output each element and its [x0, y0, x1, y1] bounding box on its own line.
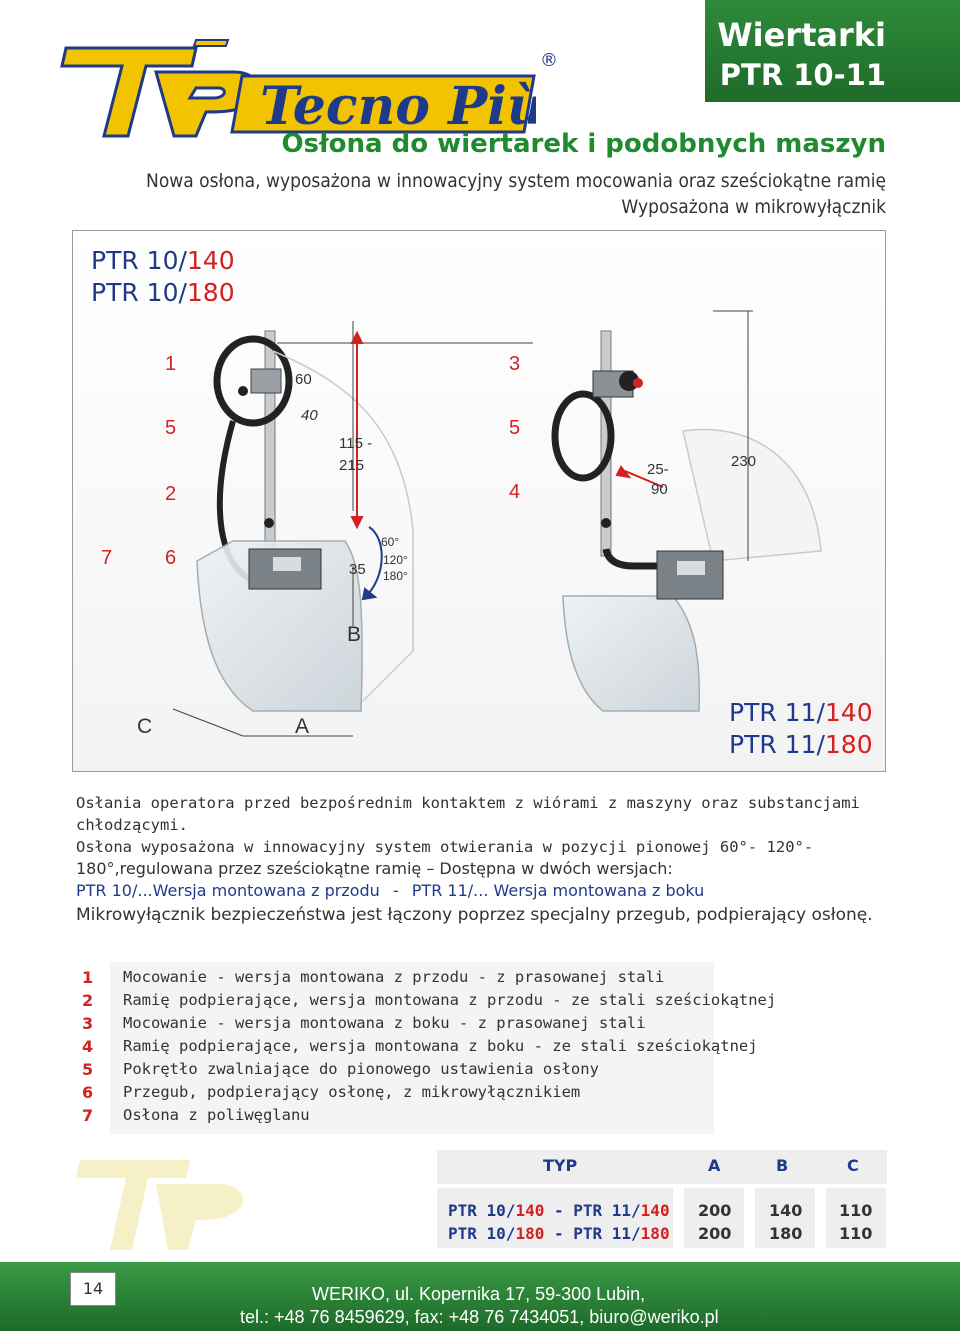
- intro-line-2: Wyposażona w mikrowyłącznik: [621, 196, 886, 218]
- callout-3: 3: [509, 353, 521, 375]
- table-row-2-c: 110: [839, 1224, 873, 1243]
- product-figure: [72, 230, 886, 772]
- model-label-front-140: PTR 10/140: [91, 246, 235, 275]
- desc-paragraph-1b: chłodzącymi.: [76, 816, 188, 834]
- desc-versions: [76, 880, 704, 902]
- table-row-2-b: 180: [769, 1224, 803, 1243]
- header-model: PTR 10-11: [719, 58, 886, 92]
- model-label-side-140: PTR 11/140: [729, 698, 873, 727]
- dim-label-C: C: [137, 715, 153, 738]
- callout-6: 6: [165, 547, 177, 569]
- dim-25: 25-: [647, 461, 669, 478]
- tecnopiu-logo: [46, 36, 536, 140]
- table-row-2-model: PTR 10/180 - PTR 11/180: [448, 1224, 670, 1243]
- side-guard-illustration: [555, 331, 821, 711]
- desc-paragraph-1a: Osłania operatora przed bezpośrednim kontaktem z wiórami z maszyny oraz substancjami: [76, 794, 860, 812]
- red-arrows: [352, 333, 663, 527]
- th-a: A: [708, 1156, 721, 1175]
- angle-180: 180°: [383, 569, 408, 583]
- callout-5-side: 5: [509, 417, 521, 439]
- callout-7: 7: [101, 547, 113, 569]
- intro-line-1: Nowa osłona, wyposażona w innowacyjny system mocowania oraz sześciokątne ramię: [146, 170, 886, 192]
- dim-60: 60: [295, 371, 312, 388]
- registered-mark: ®: [540, 50, 558, 71]
- table-row-1-a: 200: [698, 1201, 732, 1220]
- page-number: 14: [70, 1272, 116, 1306]
- desc-version-sep: -: [392, 881, 399, 900]
- table-row-1-b: 140: [769, 1201, 803, 1220]
- desc-paragraph-3: Mikrowyłącznik bezpieczeństwa jest łączony poprzez specjalny przegub, podpierający osłonę.: [76, 905, 873, 925]
- desc-version-side: PTR 11/... Wersja montowana z boku: [411, 881, 705, 900]
- callout-4: 4: [509, 481, 521, 503]
- dim-230: 230: [731, 453, 757, 470]
- dim-115: 115 -: [339, 435, 373, 452]
- th-c: C: [847, 1156, 859, 1175]
- svg-text:Tecno Più: Tecno Più: [260, 76, 536, 137]
- desc-paragraph-2a: Osłona wyposażona w innowacyjny system otwierania w pozycji pionowej 60°- 120°-: [76, 838, 814, 856]
- watermark-logo: [70, 1150, 260, 1260]
- angle-60: 60°: [381, 535, 400, 549]
- dim-label-A: A: [295, 715, 310, 738]
- angle-120: 120°: [383, 553, 408, 567]
- logo-monogram-icon: [62, 40, 259, 136]
- callout-1: 1: [165, 353, 177, 375]
- th-b: B: [776, 1156, 789, 1175]
- table-row-2-a: 200: [698, 1224, 732, 1243]
- dim-90: 90: [651, 481, 668, 498]
- desc-paragraph-2b: 180°,regulowana przez sześciokątne ramię – Dostępna w dwóch wersjach:: [76, 859, 673, 878]
- dim-40: 40: [301, 407, 318, 424]
- desc-version-front: PTR 10/...Wersja montowana z przodu: [76, 881, 380, 900]
- footer-contact: tel.: +48 76 8459629, fax: +48 76 7434051, biuro@weriko.pl: [240, 1307, 719, 1327]
- model-label-front-180: PTR 10/180: [91, 278, 235, 307]
- blue-rotation-arrow: [363, 527, 382, 599]
- table-row-1-model: PTR 10/140 - PTR 11/140: [448, 1201, 670, 1220]
- front-guard-illustration: [197, 331, 413, 711]
- dim-35: 35: [349, 561, 366, 578]
- spec-table-header: [437, 1150, 887, 1184]
- dim-label-B: B: [347, 623, 362, 646]
- callout-5-front: 5: [165, 417, 177, 439]
- th-typ: TYP: [543, 1156, 578, 1175]
- header-title: Wiertarki: [717, 16, 886, 54]
- dim-215: 215: [339, 457, 365, 474]
- page-subtitle: Osłona do wiertarek i podobnych maszyn: [281, 129, 886, 159]
- model-label-side-180: PTR 11/180: [729, 730, 873, 759]
- guard-drawing: [73, 231, 885, 771]
- callout-2: 2: [165, 483, 177, 505]
- footer-address: WERIKO, ul. Kopernika 17, 59-300 Lubin,: [312, 1284, 646, 1304]
- table-row-1-c: 110: [839, 1201, 873, 1220]
